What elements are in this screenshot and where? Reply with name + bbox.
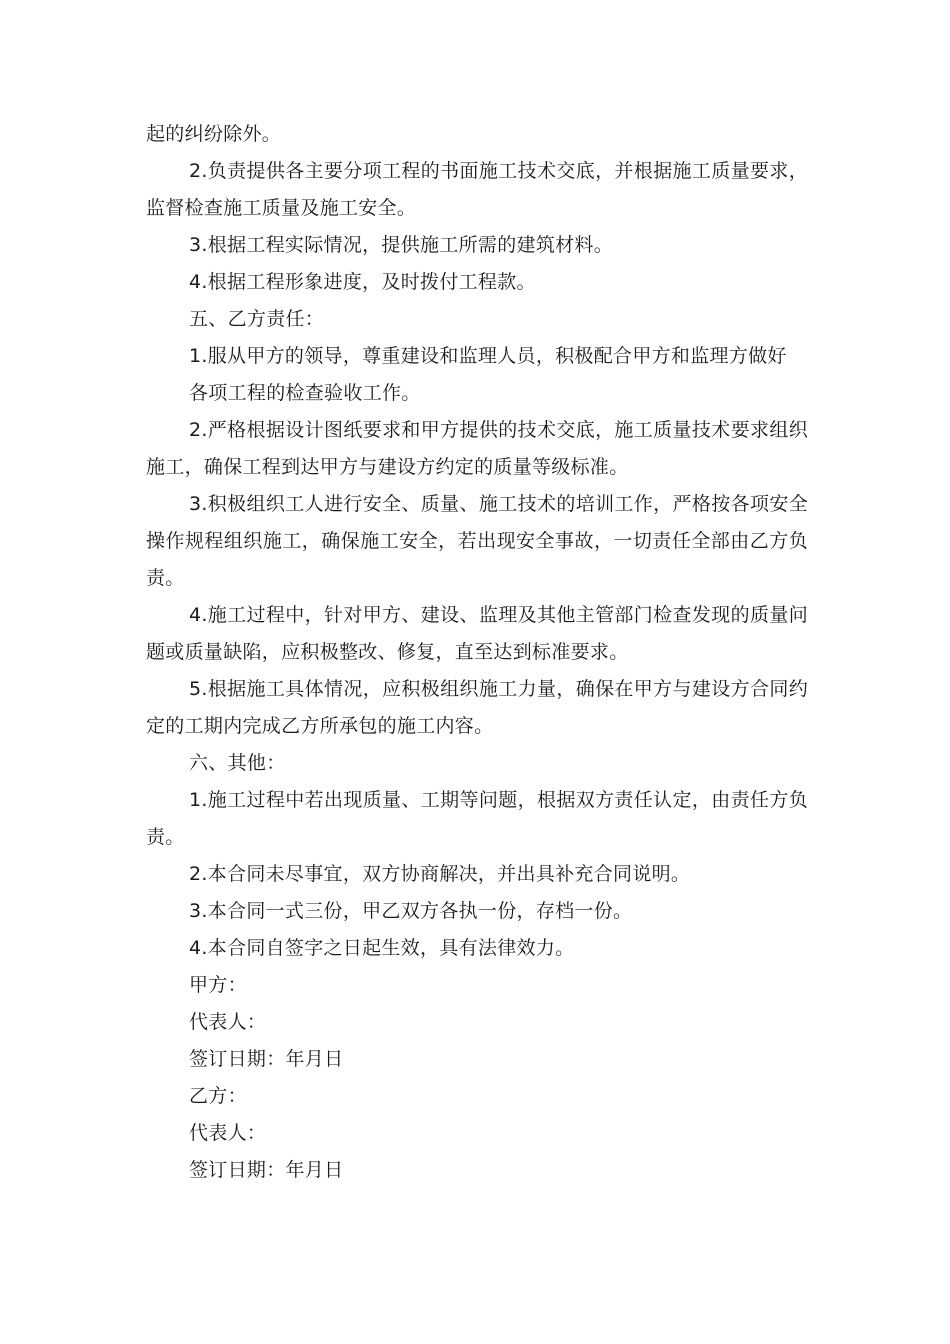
paragraph-continuation: 起的纠纷除外。	[146, 123, 282, 145]
other-clause-1: 1.施工过程中若出现质量、工期等问题，根据双方责任认定，由责任方负责。	[146, 789, 808, 848]
section-heading-party-b: 五、乙方责任：	[189, 308, 325, 330]
other-clause-4: 4.本合同自签字之日起生效，具有法律效力。	[189, 937, 575, 959]
document-body	[146, 116, 808, 1189]
party-b-label: 乙方：	[189, 1085, 247, 1107]
party-b-duty-1-continued: 各项工程的检查验收工作。	[189, 382, 421, 404]
other-clause-3: 3.本合同一式三份，甲乙双方各执一份，存档一份。	[189, 900, 633, 922]
party-b-duty-4: 4.施工过程中，针对甲方、建设、监理及其他主管部门检查发现的质量问题或质量缺陷，应积极整改、修复，直至达到标准要求。	[146, 604, 808, 663]
other-clause-2: 2.本合同未尽事宜，双方协商解决，并出具补充合同说明。	[189, 863, 691, 885]
party-b-representative: 代表人：	[189, 1122, 267, 1144]
signature-block	[146, 967, 808, 1189]
party-a-label: 甲方：	[189, 974, 247, 996]
section-heading-other: 六、其他：	[189, 752, 286, 774]
party-b-duty-2: 2.严格根据设计图纸要求和甲方提供的技术交底，施工质量技术要求组织施工，确保工程到达甲方与建设方约定的质量等级标准。	[146, 419, 808, 478]
party-b-duty-1: 1.服从甲方的领导，尊重建设和监理人员，积极配合甲方和监理方做好	[189, 345, 787, 367]
party-a-representative: 代表人：	[189, 1011, 267, 1033]
party-a-duty-3: 3.根据工程实际情况，提供施工所需的建筑材料。	[189, 234, 614, 256]
party-b-duty-5: 5.根据施工具体情况，应积极组织施工力量，确保在甲方与建设方合同约定的工期内完成乙方所承包的施工内容。	[146, 678, 808, 737]
party-a-duty-4: 4.根据工程形象进度，及时拨付工程款。	[189, 271, 536, 293]
party-b-sign-date: 签订日期：年月日	[189, 1159, 344, 1181]
party-a-duty-2: 2.负责提供各主要分项工程的书面施工技术交底，并根据施工质量要求，监督检查施工质量及施工安全。	[146, 160, 808, 219]
party-a-sign-date: 签订日期：年月日	[189, 1048, 344, 1070]
party-b-duty-3: 3.积极组织工人进行安全、质量、施工技术的培训工作，严格按各项安全操作规程组织施工，确保施工安全，若出现安全事故，一切责任全部由乙方负责。	[146, 493, 808, 589]
